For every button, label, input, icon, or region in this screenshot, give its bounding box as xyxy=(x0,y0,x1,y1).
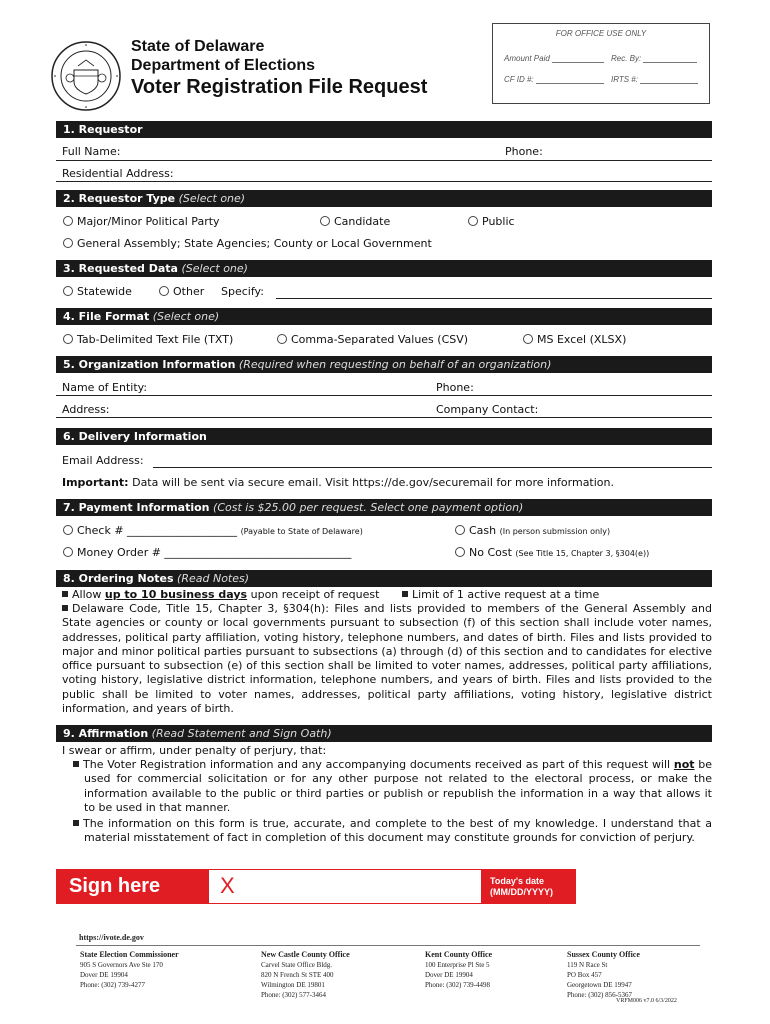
state-name: State of Delaware xyxy=(131,38,265,55)
phone-field[interactable] xyxy=(504,160,712,161)
section-7-header: 7. Payment Information (Cost is $25.00 per request. Select one payment option) xyxy=(56,499,712,516)
radio-icon[interactable] xyxy=(63,547,73,557)
date-field[interactable] xyxy=(481,869,576,904)
office-new-castle: New Castle County Office Carvel State Office Bldg. 820 N French St STE 400 Wilmington DE 19801 Phone: (302) 577-3464 xyxy=(261,950,350,999)
rec-by-label: Rec. By: xyxy=(611,54,642,63)
org-address-label: Address: xyxy=(62,403,110,416)
radio-icon[interactable] xyxy=(468,216,478,226)
section-8-header: 8. Ordering Notes (Read Notes) xyxy=(56,570,712,587)
option-no-cost[interactable]: No Cost (See Title 15, Chapter 3, §304(e)) xyxy=(455,546,649,561)
office-sussex: Sussex County Office 119 N Race St PO Box 457 Georgetown DE 19947 Phone: (302) 856-5367 xyxy=(567,950,640,999)
option-csv[interactable]: Comma-Separated Values (CSV) xyxy=(277,333,468,347)
option-money-order[interactable]: Money Order # __________________________________ xyxy=(63,546,351,560)
affirmation-statement-2: The information on this form is true, accurate, and complete to the best of my knowledge. I understand that a material misstatement of fact in completion of this document may constitute grounds for conviction of perjury. xyxy=(73,817,712,846)
option-txt[interactable]: Tab-Delimited Text File (TXT) xyxy=(63,333,233,347)
company-contact-field[interactable] xyxy=(430,417,712,418)
section-4-header: 4. File Format (Select one) xyxy=(56,308,712,325)
note-limit: Limit of 1 active request at a time xyxy=(402,588,599,602)
sign-here-label: Sign here xyxy=(56,869,209,904)
option-cash[interactable]: Cash (In person submission only) xyxy=(455,524,610,539)
section-1-header: 1. Requestor xyxy=(56,121,712,138)
option-candidate[interactable]: Candidate xyxy=(320,215,390,229)
website-link[interactable]: https://ivote.de.gov xyxy=(79,933,144,942)
company-contact-label: Company Contact: xyxy=(436,403,539,416)
important-note: Important: Data will be sent via secure email. Visit https://de.gov/securemail for more information. xyxy=(62,476,615,489)
signature-field[interactable] xyxy=(209,869,481,904)
radio-icon[interactable] xyxy=(63,334,73,344)
radio-icon[interactable] xyxy=(277,334,287,344)
office-use-box xyxy=(492,23,710,104)
radio-icon[interactable] xyxy=(63,238,73,248)
radio-icon[interactable] xyxy=(455,525,465,535)
cfid-field[interactable] xyxy=(536,75,604,84)
radio-icon[interactable] xyxy=(320,216,330,226)
entity-name-field[interactable] xyxy=(56,395,430,396)
note-processing-time: Allow up to 10 business days upon receipt of request xyxy=(62,588,379,602)
option-check[interactable]: Check # ____________________ (Payable to State of Delaware) xyxy=(63,524,363,539)
section-6-header: 6. Delivery Information xyxy=(56,428,712,445)
date-label: Today's date xyxy=(490,876,544,886)
form-title: Voter Registration File Request xyxy=(131,76,428,98)
signature-x-mark: X xyxy=(220,873,235,898)
full-name-label: Full Name: xyxy=(62,145,121,158)
residential-address-label: Residential Address: xyxy=(62,167,174,180)
option-public[interactable]: Public xyxy=(468,215,515,229)
signature-row xyxy=(56,869,576,904)
date-format: (MM/DD/YYYY) xyxy=(490,887,553,897)
radio-icon[interactable] xyxy=(159,286,169,296)
office-kent: Kent County Office 100 Enterprise Pl Ste 5 Dover DE 19904 Phone: (302) 739-4498 xyxy=(425,950,493,989)
section-9-header: 9. Affirmation (Read Statement and Sign Oath) xyxy=(56,725,712,742)
amount-paid-field[interactable] xyxy=(552,54,604,63)
irts-label: IRTS #: xyxy=(611,75,638,84)
affirmation-statement-1: The Voter Registration information and any accompanying documents received as part of this request will not be used for commercial solicitation or for any other purpose not related to the electoral process, or make the information available to the public or third parties or publish or republish the information in a way that allows it to be used in that manner. xyxy=(73,758,712,815)
rec-by-field[interactable] xyxy=(643,54,697,63)
specify-label: Specify: xyxy=(221,285,264,298)
org-address-field[interactable] xyxy=(56,417,430,418)
irts-field[interactable] xyxy=(640,75,698,84)
amount-paid-label: Amount Paid xyxy=(504,54,550,63)
radio-icon[interactable] xyxy=(523,334,533,344)
section-5-header: 5. Organization Information (Required when requesting on behalf of an organization) xyxy=(56,356,712,373)
state-seal-icon xyxy=(50,40,122,112)
option-xlsx[interactable]: MS Excel (XLSX) xyxy=(523,333,626,347)
radio-icon[interactable] xyxy=(63,216,73,226)
office-state-commissioner: State Election Commissioner 905 S Governors Ave Ste 170 Dover DE 19904 Phone: (302) 739-4277 xyxy=(80,950,179,989)
org-phone-field[interactable] xyxy=(430,395,712,396)
office-use-title: FOR OFFICE USE ONLY xyxy=(555,29,647,38)
option-statewide[interactable]: Statewide xyxy=(63,285,132,299)
department-name: Department of Elections xyxy=(131,57,316,74)
entity-name-label: Name of Entity: xyxy=(62,381,148,394)
form-version: VRFM006 v7.0 6/3/2022 xyxy=(616,998,677,1004)
note-delaware-code: Delaware Code, Title 15, Chapter 3, §304(h): Files and lists provided to members of the General Assembly and State agencies or county or local governments pursuant to subsection (f) of this section shall include voter names, addresses, political party affiliation, voting history, telephone numbers, and dates of birth. Files and lists provided to major and minor political parties pursuant to subsections (a) through (d) of this section and to candidates for elective office pursuant to subsection (e) of this section shall be limited to voter names, addresses, political party affiliations, voting history, legislative district information, telephone numbers, and years of birth. Files and lists provided to the public shall be limited to voter names, addresses, political party affiliations, voting history, legislative district information, and years of birth. xyxy=(62,602,712,716)
section-2-header: 2. Requestor Type (Select one) xyxy=(56,190,712,207)
radio-icon[interactable] xyxy=(455,547,465,557)
option-political-party[interactable]: Major/Minor Political Party xyxy=(63,215,220,229)
cfid-label: CF ID #: xyxy=(504,75,534,84)
radio-icon[interactable] xyxy=(63,525,73,535)
email-field[interactable] xyxy=(153,467,712,468)
full-name-field[interactable] xyxy=(56,160,504,161)
affirmation-intro: I swear or affirm, under penalty of perjury, that: xyxy=(62,744,327,757)
option-government[interactable]: General Assembly; State Agencies; County or Local Government xyxy=(63,237,432,251)
radio-icon[interactable] xyxy=(63,286,73,296)
residential-address-field[interactable] xyxy=(56,181,712,182)
section-3-header: 3. Requested Data (Select one) xyxy=(56,260,712,277)
option-other[interactable]: Other xyxy=(159,285,204,299)
phone-label: Phone: xyxy=(505,145,543,158)
org-phone-label: Phone: xyxy=(436,381,474,394)
email-label: Email Address: xyxy=(62,454,144,467)
specify-field[interactable] xyxy=(276,298,712,299)
footer-divider xyxy=(76,945,700,946)
